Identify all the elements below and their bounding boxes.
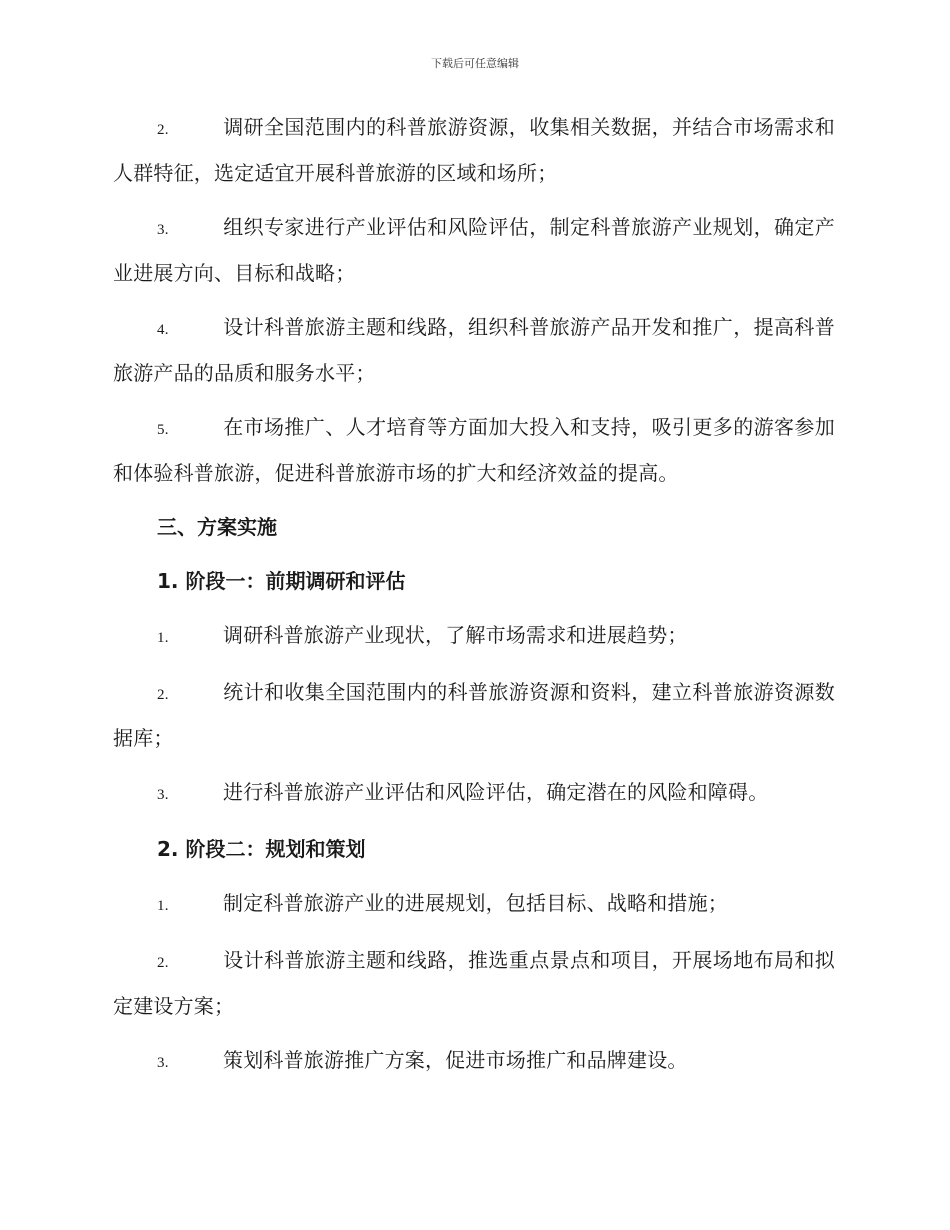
list-text: 组织专家进行产业评估和风险评估，制定科普旅游产业规划，确定产业进展方向、目标和战略； <box>113 215 835 285</box>
list-number: 3. <box>157 1055 169 1071</box>
list-text: 设计科普旅游主题和线路，推选重点景点和项目，开展场地布局和拟定建设方案； <box>113 948 835 1018</box>
list-text: 进行科普旅游产业评估和风险评估，确定潜在的风险和障碍。 <box>223 780 769 804</box>
list-item <box>113 406 835 495</box>
subsection-heading: 1. 阶段一：前期调研和评估 <box>157 569 406 593</box>
list-item <box>113 306 835 395</box>
list-text: 调研科普旅游产业现状，了解市场需求和进展趋势； <box>223 623 688 647</box>
list-number: 3. <box>157 787 169 803</box>
list-item <box>113 882 835 928</box>
list-item <box>113 106 835 195</box>
list-text: 制定科普旅游产业的进展规划，包括目标、战略和措施； <box>223 891 728 915</box>
list-item <box>113 614 835 660</box>
list-text: 调研全国范围内的科普旅游资源，收集相关数据，并结合市场需求和人群特征，选定适宜开展科普旅游的区域和场所； <box>113 115 835 185</box>
list-number: 1. <box>157 630 169 646</box>
list-item <box>113 939 835 1028</box>
list-text: 在市场推广、人才培育等方面加大投入和支持，吸引更多的游客参加和体验科普旅游，促进科普旅游市场的扩大和经济效益的提高。 <box>113 415 835 485</box>
list-number: 1. <box>157 898 169 914</box>
list-number: 2. <box>157 955 169 971</box>
subsection-heading: 2. 阶段二：规划和策划 <box>157 837 366 861</box>
list-number: 4. <box>157 322 169 338</box>
page-header-note: 下载后可任意编辑 <box>431 57 519 70</box>
list-text: 统计和收集全国范围内的科普旅游资源和资料，建立科普旅游资源数据库； <box>113 680 835 750</box>
list-number: 2. <box>157 687 169 703</box>
list-number: 2. <box>157 122 169 138</box>
document-body <box>113 106 835 1096</box>
list-item <box>113 206 835 295</box>
list-text: 策划科普旅游推广方案，促进市场推广和品牌建设。 <box>223 1048 688 1072</box>
list-item <box>113 671 835 760</box>
list-number: 5. <box>157 422 169 438</box>
section-heading: 三、方案实施 <box>157 515 277 539</box>
list-number: 3. <box>157 222 169 238</box>
list-item <box>113 1039 835 1085</box>
list-text: 设计科普旅游主题和线路，组织科普旅游产品开发和推广，提高科普旅游产品的品质和服务水平； <box>113 315 835 385</box>
list-item <box>113 771 835 817</box>
